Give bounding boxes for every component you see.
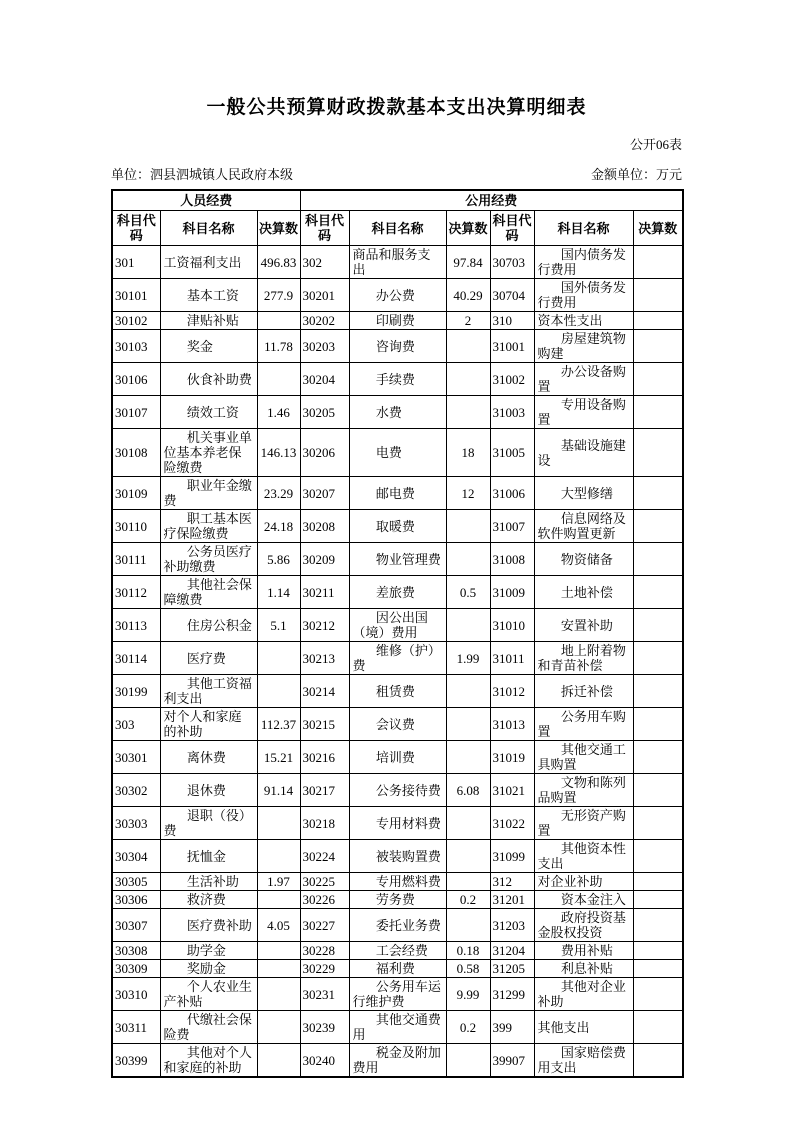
name-cell: 物资储备 — [534, 543, 633, 576]
value-cell: 40.29 — [446, 279, 490, 312]
name-cell: 离休费 — [160, 741, 257, 774]
value-cell: 11.78 — [257, 330, 300, 363]
name-cell: 绩效工资 — [160, 396, 257, 429]
value-cell — [257, 891, 300, 909]
value-cell: 112.37 — [257, 708, 300, 741]
name-cell: 物业管理费 — [349, 543, 446, 576]
name-cell: 其他工资福利支出 — [160, 675, 257, 708]
name-cell: 税金及附加费用 — [349, 1044, 446, 1078]
name-cell: 邮电费 — [349, 477, 446, 510]
col-header-subject-name-1: 科目名称 — [160, 211, 257, 246]
code-cell: 30239 — [300, 1011, 349, 1044]
col-header-subject-code-2: 科目代码 — [300, 211, 349, 246]
name-cell: 工资福利支出 — [160, 246, 257, 279]
budget-table — [111, 189, 684, 1078]
name-cell: 专用燃料费 — [349, 873, 446, 891]
value-cell — [446, 363, 490, 396]
code-cell: 31201 — [490, 891, 534, 909]
value-cell: 18 — [446, 429, 490, 477]
name-cell: 公务员医疗补助缴费 — [160, 543, 257, 576]
value-cell — [633, 312, 683, 330]
code-cell: 30211 — [300, 576, 349, 609]
code-cell: 31013 — [490, 708, 534, 741]
value-cell — [257, 840, 300, 873]
code-cell: 30110 — [112, 510, 160, 543]
code-cell: 310 — [490, 312, 534, 330]
name-cell: 维修（护）费 — [349, 642, 446, 675]
code-cell: 31003 — [490, 396, 534, 429]
name-cell: 安置补助 — [534, 609, 633, 642]
name-cell: 电费 — [349, 429, 446, 477]
table-row — [112, 429, 683, 477]
value-cell — [257, 675, 300, 708]
name-cell: 退职（役）费 — [160, 807, 257, 840]
code-cell: 30216 — [300, 741, 349, 774]
name-cell: 其他对企业补助 — [534, 978, 633, 1011]
code-cell: 31005 — [490, 429, 534, 477]
name-cell: 无形资产购置 — [534, 807, 633, 840]
name-cell: 政府投资基金股权投资 — [534, 909, 633, 942]
table-row — [112, 396, 683, 429]
name-cell: 利息补贴 — [534, 960, 633, 978]
code-cell: 399 — [490, 1011, 534, 1044]
code-cell: 30101 — [112, 279, 160, 312]
name-cell: 土地补偿 — [534, 576, 633, 609]
value-cell — [633, 543, 683, 576]
value-cell — [633, 960, 683, 978]
code-cell: 30205 — [300, 396, 349, 429]
code-cell: 30303 — [112, 807, 160, 840]
name-cell: 资本金注入 — [534, 891, 633, 909]
name-cell: 对个人和家庭的补助 — [160, 708, 257, 741]
name-cell: 伙食补助费 — [160, 363, 257, 396]
value-cell — [633, 330, 683, 363]
code-cell: 312 — [490, 873, 534, 891]
name-cell: 手续费 — [349, 363, 446, 396]
code-cell: 30112 — [112, 576, 160, 609]
code-cell: 30302 — [112, 774, 160, 807]
name-cell: 医疗费 — [160, 642, 257, 675]
value-cell — [257, 960, 300, 978]
col-header-final-amount-2: 决算数 — [446, 211, 490, 246]
value-cell: 1.14 — [257, 576, 300, 609]
value-cell — [633, 396, 683, 429]
name-cell: 公务用车运行维护费 — [349, 978, 446, 1011]
table-row — [112, 1044, 683, 1078]
code-cell: 30305 — [112, 873, 160, 891]
code-cell: 31299 — [490, 978, 534, 1011]
table-row — [112, 510, 683, 543]
value-cell — [446, 1044, 490, 1078]
page-title: 一般公共预算财政拨款基本支出决算明细表 — [206, 97, 587, 118]
value-cell: 0.2 — [446, 1011, 490, 1044]
code-cell: 30102 — [112, 312, 160, 330]
name-cell: 其他支出 — [534, 1011, 633, 1044]
name-cell: 抚恤金 — [160, 840, 257, 873]
value-cell — [257, 942, 300, 960]
value-cell — [257, 1011, 300, 1044]
col-header-subject-code-3: 科目代码 — [490, 211, 534, 246]
value-cell — [633, 609, 683, 642]
value-cell: 97.84 — [446, 246, 490, 279]
name-cell: 其他资本性支出 — [534, 840, 633, 873]
col-header-subject-name-3: 科目名称 — [534, 211, 633, 246]
value-cell: 23.29 — [257, 477, 300, 510]
table-row — [112, 741, 683, 774]
name-cell: 基本工资 — [160, 279, 257, 312]
table-row — [112, 642, 683, 675]
name-cell: 专用设备购置 — [534, 396, 633, 429]
code-cell: 30218 — [300, 807, 349, 840]
name-cell: 医疗费补助 — [160, 909, 257, 942]
code-cell: 30111 — [112, 543, 160, 576]
code-cell: 30213 — [300, 642, 349, 675]
name-cell: 商品和服务支出 — [349, 246, 446, 279]
name-cell: 差旅费 — [349, 576, 446, 609]
code-cell: 31008 — [490, 543, 534, 576]
value-cell — [257, 978, 300, 1011]
code-cell: 30307 — [112, 909, 160, 942]
value-cell: 146.13 — [257, 429, 300, 477]
code-cell: 30304 — [112, 840, 160, 873]
value-cell: 0.58 — [446, 960, 490, 978]
name-cell: 基础设施建设 — [534, 429, 633, 477]
table-row — [112, 1011, 683, 1044]
name-cell: 劳务费 — [349, 891, 446, 909]
value-cell — [633, 978, 683, 1011]
value-cell — [446, 873, 490, 891]
table-row — [112, 807, 683, 840]
name-cell: 其他交通费用 — [349, 1011, 446, 1044]
value-cell — [633, 576, 683, 609]
table-row — [112, 942, 683, 960]
table-row — [112, 609, 683, 642]
table-row — [112, 576, 683, 609]
code-cell: 30226 — [300, 891, 349, 909]
name-cell: 取暖费 — [349, 510, 446, 543]
code-cell: 30301 — [112, 741, 160, 774]
code-cell: 30108 — [112, 429, 160, 477]
name-cell: 国内债务发行费用 — [534, 246, 633, 279]
code-cell: 30311 — [112, 1011, 160, 1044]
name-cell: 国家赔偿费用支出 — [534, 1044, 633, 1078]
code-cell: 31006 — [490, 477, 534, 510]
code-cell: 30704 — [490, 279, 534, 312]
code-cell: 30199 — [112, 675, 160, 708]
section-header-personnel: 人员经费 — [112, 190, 300, 211]
code-cell: 31204 — [490, 942, 534, 960]
name-cell: 助学金 — [160, 942, 257, 960]
name-cell: 其他交通工具购置 — [534, 741, 633, 774]
section-header-public: 公用经费 — [300, 190, 683, 211]
code-cell: 30207 — [300, 477, 349, 510]
code-cell: 30113 — [112, 609, 160, 642]
value-cell — [633, 1011, 683, 1044]
code-cell: 30308 — [112, 942, 160, 960]
table-row — [112, 279, 683, 312]
value-cell — [633, 1044, 683, 1078]
code-cell: 30240 — [300, 1044, 349, 1078]
column-header-row — [112, 211, 683, 246]
col-header-final-amount-1: 决算数 — [257, 211, 300, 246]
code-cell: 30231 — [300, 978, 349, 1011]
table-number: 公开06表 — [629, 137, 682, 152]
code-cell: 30224 — [300, 840, 349, 873]
name-cell: 职业年金缴费 — [160, 477, 257, 510]
name-cell: 文物和陈列品购置 — [534, 774, 633, 807]
table-row — [112, 978, 683, 1011]
table-row — [112, 363, 683, 396]
value-cell — [633, 510, 683, 543]
name-cell: 专用材料费 — [349, 807, 446, 840]
code-cell: 30399 — [112, 1044, 160, 1078]
value-cell: 1.97 — [257, 873, 300, 891]
code-cell: 30208 — [300, 510, 349, 543]
value-cell — [633, 942, 683, 960]
value-cell — [633, 741, 683, 774]
value-cell — [633, 774, 683, 807]
table-row — [112, 909, 683, 942]
value-cell — [446, 543, 490, 576]
table-row — [112, 312, 683, 330]
code-cell: 31022 — [490, 807, 534, 840]
code-cell: 30309 — [112, 960, 160, 978]
value-cell — [446, 708, 490, 741]
code-cell: 30109 — [112, 477, 160, 510]
name-cell: 个人农业生产补贴 — [160, 978, 257, 1011]
value-cell — [257, 312, 300, 330]
value-cell: 5.1 — [257, 609, 300, 642]
name-cell: 地上附着物和青苗补偿 — [534, 642, 633, 675]
name-cell: 住房公积金 — [160, 609, 257, 642]
code-cell: 30209 — [300, 543, 349, 576]
name-cell: 公务用车购置 — [534, 708, 633, 741]
code-cell: 30107 — [112, 396, 160, 429]
value-cell — [446, 510, 490, 543]
value-cell: 12 — [446, 477, 490, 510]
section-header-row — [112, 190, 683, 211]
table-row — [112, 708, 683, 741]
col-header-final-amount-3: 决算数 — [633, 211, 683, 246]
code-cell: 31021 — [490, 774, 534, 807]
value-cell — [257, 1044, 300, 1078]
value-cell: 277.9 — [257, 279, 300, 312]
value-cell — [633, 891, 683, 909]
code-cell: 30215 — [300, 708, 349, 741]
value-cell: 4.05 — [257, 909, 300, 942]
code-cell: 30204 — [300, 363, 349, 396]
code-cell: 30310 — [112, 978, 160, 1011]
name-cell: 印刷费 — [349, 312, 446, 330]
col-header-subject-name-2: 科目名称 — [349, 211, 446, 246]
table-row — [112, 543, 683, 576]
code-cell: 301 — [112, 246, 160, 279]
value-cell — [446, 840, 490, 873]
table-row — [112, 675, 683, 708]
name-cell: 公务接待费 — [349, 774, 446, 807]
code-cell: 30103 — [112, 330, 160, 363]
name-cell: 水费 — [349, 396, 446, 429]
name-cell: 拆迁补偿 — [534, 675, 633, 708]
value-cell — [257, 363, 300, 396]
code-cell: 31001 — [490, 330, 534, 363]
value-cell — [446, 741, 490, 774]
name-cell: 其他社会保障缴费 — [160, 576, 257, 609]
name-cell: 对企业补助 — [534, 873, 633, 891]
name-cell: 信息网络及软件购置更新 — [534, 510, 633, 543]
code-cell: 31019 — [490, 741, 534, 774]
code-cell: 302 — [300, 246, 349, 279]
code-cell: 31002 — [490, 363, 534, 396]
value-cell — [633, 642, 683, 675]
value-cell — [633, 873, 683, 891]
table-row — [112, 330, 683, 363]
value-cell — [446, 330, 490, 363]
code-cell: 30206 — [300, 429, 349, 477]
col-header-subject-code-1: 科目代码 — [112, 211, 160, 246]
table-row — [112, 246, 683, 279]
meta-row — [111, 164, 682, 183]
name-cell: 工会经费 — [349, 942, 446, 960]
value-cell: 5.86 — [257, 543, 300, 576]
table-row — [112, 774, 683, 807]
code-cell: 30201 — [300, 279, 349, 312]
value-cell — [633, 909, 683, 942]
name-cell: 奖励金 — [160, 960, 257, 978]
code-cell: 30114 — [112, 642, 160, 675]
code-cell: 31012 — [490, 675, 534, 708]
name-cell: 退休费 — [160, 774, 257, 807]
code-cell: 31205 — [490, 960, 534, 978]
name-cell: 资本性支出 — [534, 312, 633, 330]
value-cell — [446, 675, 490, 708]
table-row — [112, 873, 683, 891]
code-cell: 303 — [112, 708, 160, 741]
value-cell — [633, 279, 683, 312]
name-cell: 咨询费 — [349, 330, 446, 363]
name-cell: 福利费 — [349, 960, 446, 978]
amount-unit-label: 金额单位：万元 — [590, 167, 682, 182]
code-cell: 30229 — [300, 960, 349, 978]
value-cell: 2 — [446, 312, 490, 330]
name-cell: 办公设备购置 — [534, 363, 633, 396]
name-cell: 奖金 — [160, 330, 257, 363]
code-cell: 30203 — [300, 330, 349, 363]
code-cell: 31099 — [490, 840, 534, 873]
name-cell: 被装购置费 — [349, 840, 446, 873]
name-cell: 机关事业单位基本养老保险缴费 — [160, 429, 257, 477]
value-cell: 1.99 — [446, 642, 490, 675]
value-cell — [257, 807, 300, 840]
value-cell — [633, 840, 683, 873]
value-cell: 15.21 — [257, 741, 300, 774]
value-cell — [446, 396, 490, 429]
code-cell: 30228 — [300, 942, 349, 960]
code-cell: 30214 — [300, 675, 349, 708]
name-cell: 津贴补贴 — [160, 312, 257, 330]
code-cell: 30703 — [490, 246, 534, 279]
name-cell: 其他对个人和家庭的补助 — [160, 1044, 257, 1078]
code-cell: 31010 — [490, 609, 534, 642]
name-cell: 救济费 — [160, 891, 257, 909]
code-cell: 31203 — [490, 909, 534, 942]
value-cell — [446, 609, 490, 642]
content-area — [111, 134, 682, 1078]
code-cell: 31007 — [490, 510, 534, 543]
name-cell: 办公费 — [349, 279, 446, 312]
code-cell: 30106 — [112, 363, 160, 396]
name-cell: 委托业务费 — [349, 909, 446, 942]
value-cell: 24.18 — [257, 510, 300, 543]
value-cell: 0.2 — [446, 891, 490, 909]
table-row — [112, 891, 683, 909]
value-cell: 0.5 — [446, 576, 490, 609]
value-cell — [633, 675, 683, 708]
unit-label: 单位：泗县泗城镇人民政府本级 — [111, 167, 294, 182]
table-body — [112, 246, 683, 1078]
table-row — [112, 840, 683, 873]
value-cell: 91.14 — [257, 774, 300, 807]
code-cell: 30225 — [300, 873, 349, 891]
value-cell — [633, 708, 683, 741]
value-cell — [446, 807, 490, 840]
value-cell — [257, 642, 300, 675]
name-cell: 代缴社会保险费 — [160, 1011, 257, 1044]
value-cell: 496.83 — [257, 246, 300, 279]
name-cell: 培训费 — [349, 741, 446, 774]
value-cell: 0.18 — [446, 942, 490, 960]
name-cell: 国外债务发行费用 — [534, 279, 633, 312]
table-row — [112, 960, 683, 978]
code-cell: 30217 — [300, 774, 349, 807]
name-cell: 房屋建筑物购建 — [534, 330, 633, 363]
value-cell: 6.08 — [446, 774, 490, 807]
value-cell — [446, 909, 490, 942]
value-cell: 9.99 — [446, 978, 490, 1011]
code-cell: 30212 — [300, 609, 349, 642]
value-cell: 1.46 — [257, 396, 300, 429]
code-cell: 31011 — [490, 642, 534, 675]
table-row — [112, 477, 683, 510]
name-cell: 会议费 — [349, 708, 446, 741]
name-cell: 因公出国（境）费用 — [349, 609, 446, 642]
value-cell — [633, 363, 683, 396]
value-cell — [633, 807, 683, 840]
code-cell: 39907 — [490, 1044, 534, 1078]
code-cell: 31009 — [490, 576, 534, 609]
name-cell: 大型修缮 — [534, 477, 633, 510]
name-cell: 职工基本医疗保险缴费 — [160, 510, 257, 543]
code-cell: 30227 — [300, 909, 349, 942]
code-cell: 30202 — [300, 312, 349, 330]
code-cell: 30306 — [112, 891, 160, 909]
name-cell: 费用补贴 — [534, 942, 633, 960]
name-cell: 生活补助 — [160, 873, 257, 891]
value-cell — [633, 246, 683, 279]
value-cell — [633, 429, 683, 477]
name-cell: 租赁费 — [349, 675, 446, 708]
value-cell — [633, 477, 683, 510]
